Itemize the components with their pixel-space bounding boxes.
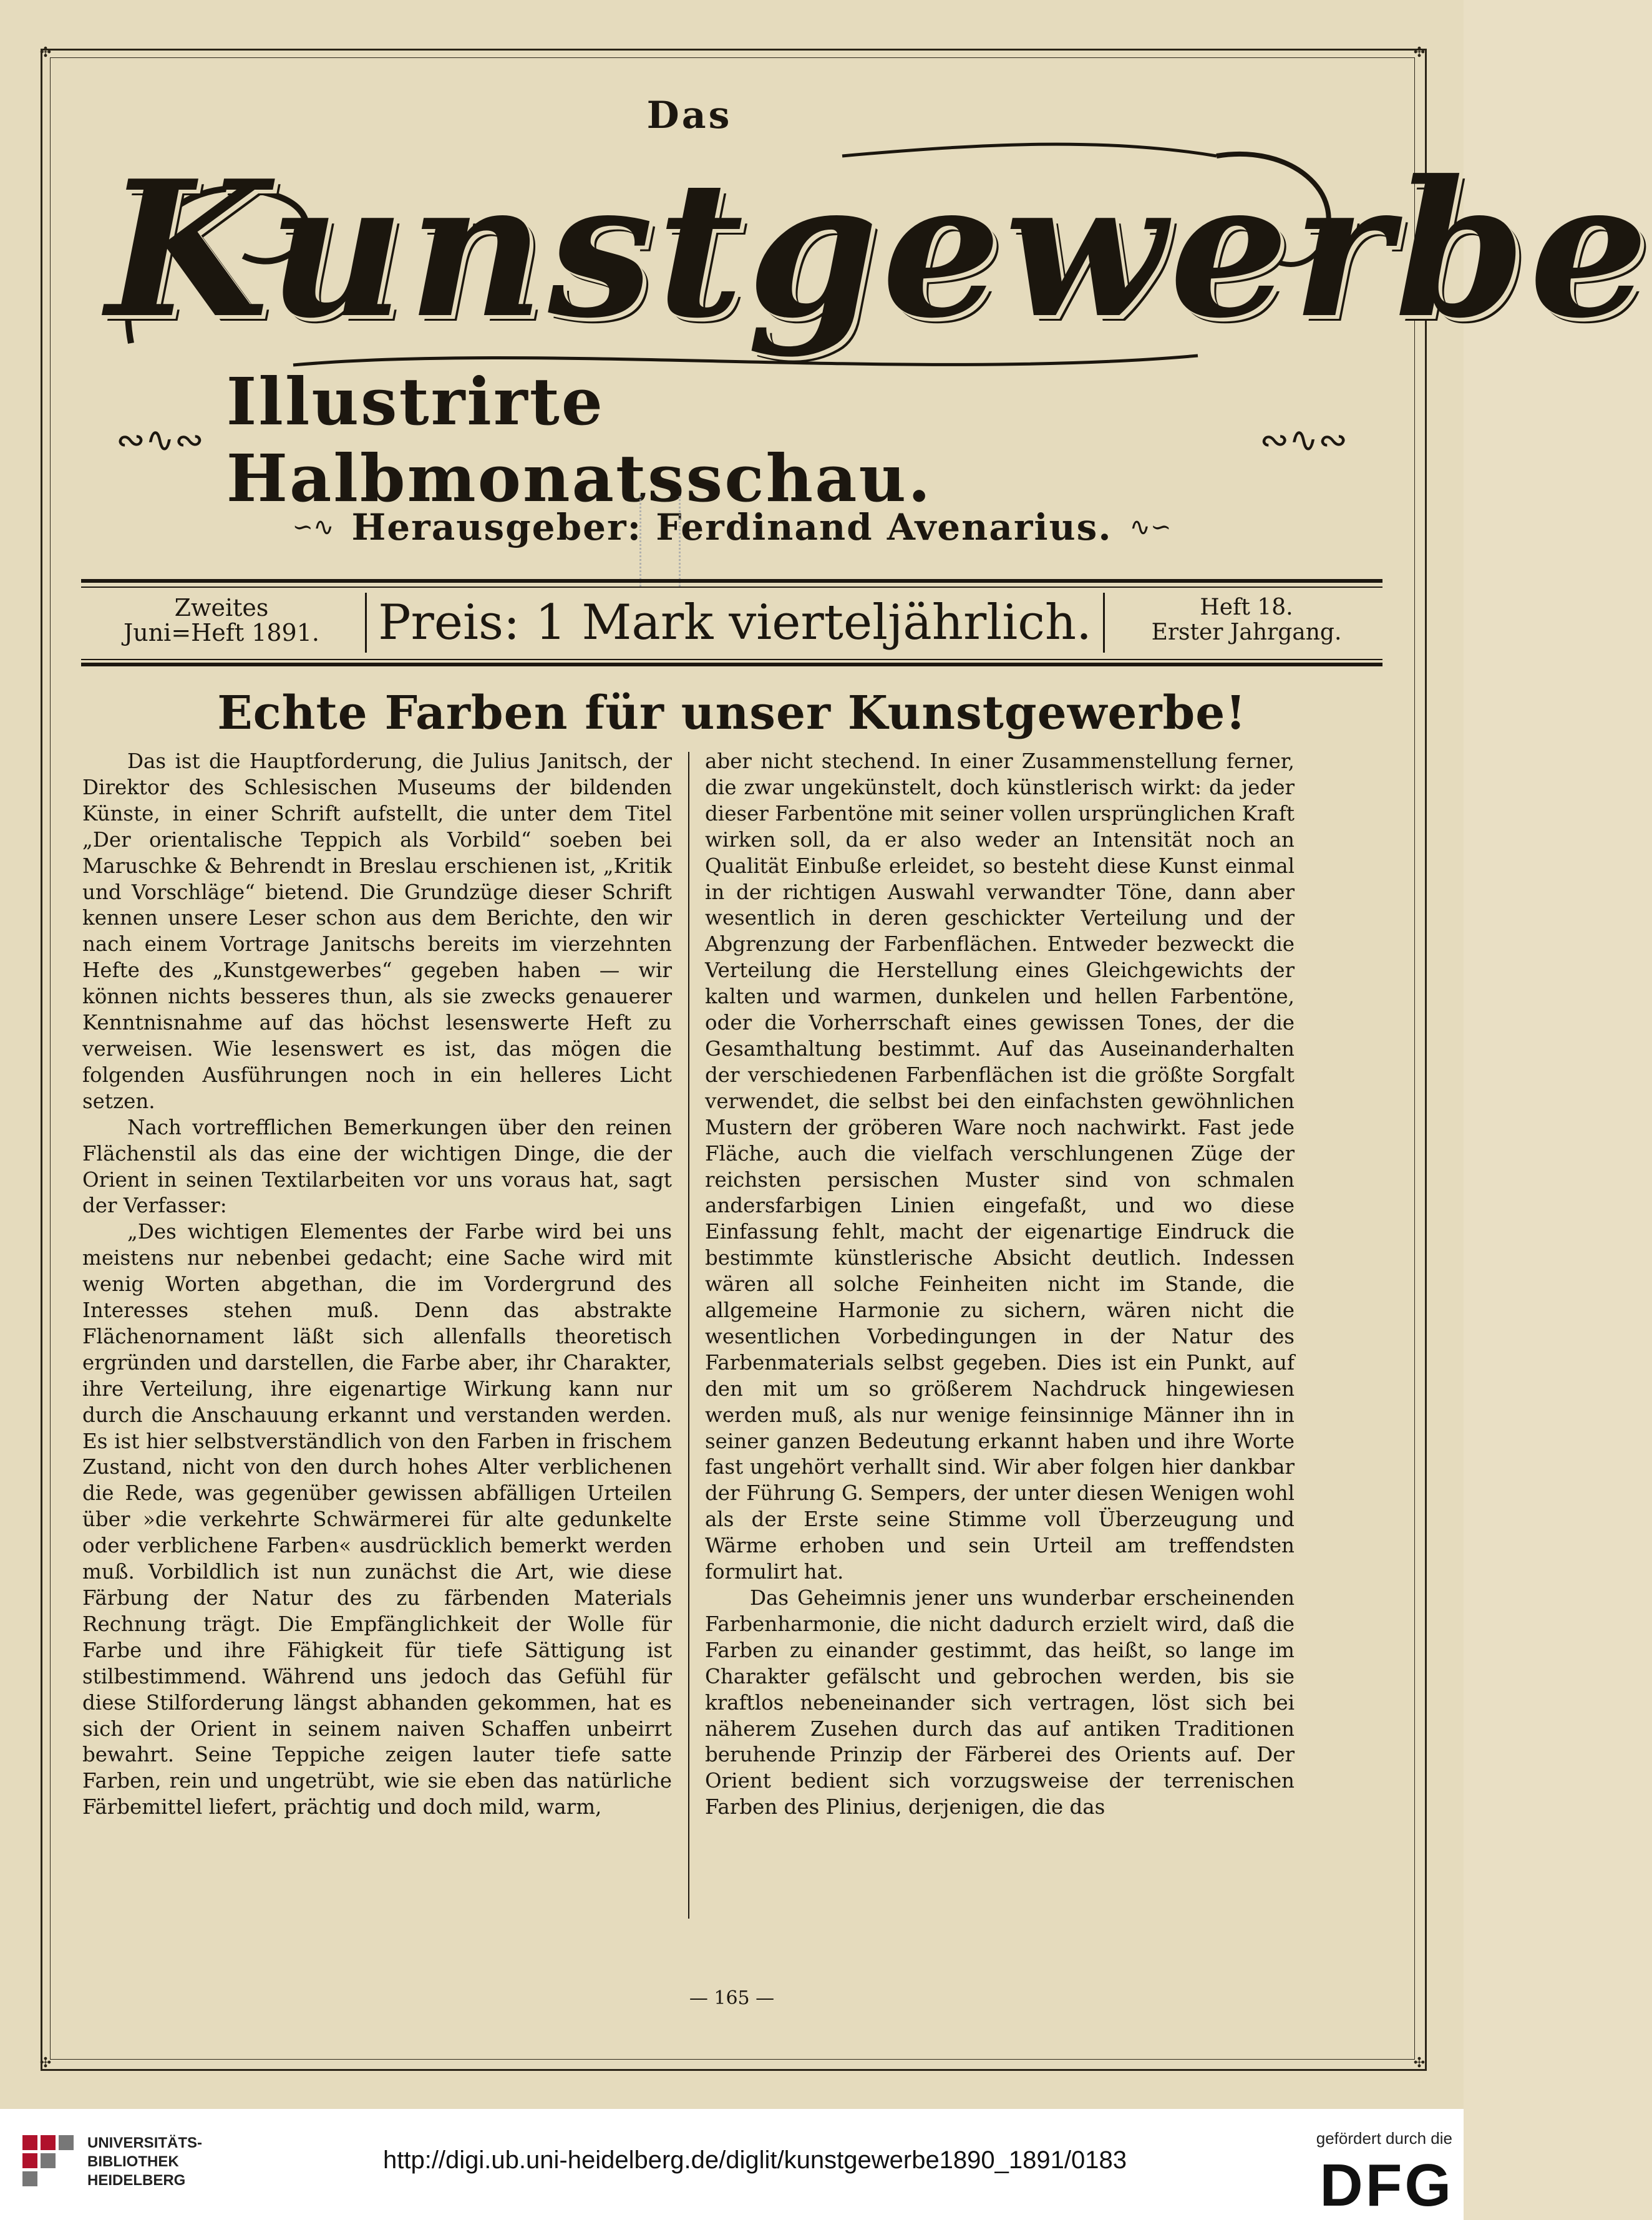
- issue-right-line2: Erster Jahrgang.: [1151, 620, 1342, 645]
- library-name-line3: HEIDELBERG: [87, 2172, 186, 2189]
- flourish-left-icon: ∾∿∾: [116, 419, 204, 460]
- library-stamp-icon: [639, 496, 681, 587]
- corner-ornament-icon: ✣: [1413, 2055, 1426, 2071]
- article-column-right: [705, 749, 1295, 1821]
- paragraph: Das Geheimnis jener uns wunderbar erscheinenden Farbenharmonie, die nicht dadurch erzielt wird, daß die Farben zu einander gestimmt, das heißt, so lange im Charakter gefälscht und gebrochen werden, bis sie kraftlos nebeneinander sich vertragen, löst sich bei näherem Zusehen durch das auf antiken Traditionen beruhende Prinzip der Färberei des Orients auf. Der Orient bedient sich vorzugsweise der terrenischen Farben des Plinius, derjenigen, die das: [705, 1586, 1295, 1819]
- flourish-left-icon: ∽∿: [292, 513, 334, 542]
- paragraph: „Des wichtigen Elementes der Farbe wird bei uns meistens nur nebenbei gedacht; eine Sache wird mit wenig Worten abgethan, die im Vordergrund des Interesses stehen muß. Denn das abstrakte Flächenornament läßt sich allenfalls theoretisch ergründen und darstellen, die Farbe aber, ihr Charakter, ihre Verteilung, ihre eigenartige Wirkung kann nur durch die Anschauung erkannt und verstanden werden. Es ist hier selbstverständlich von den Farben in frischem Zustand, nicht von den durch hohes Alter verblichenen die Rede, was gegenüber gewissen abfälligen Urteilen über »die verkehrte Schwärmerei für alte gedunkelte oder verblichene Farben« ausdrücklich bemerkt werden muß. Vorbildlich ist nun zunächst die Art, wie diese Färbung der Natur des zu färbenden Materials Rechnung trägt. Die Empfänglichkeit der Wolle für Farbe und ihre Fähigkeit für tiefe Sättigung ist stilbestimmend. Während uns jedoch das Gefühl für diese Stilforderung längst abhanden gekommen, hat es sich der Orient in seinem naiven Schaffen unbeirrt bewahrt. Seine Teppiche zeigen lauter tiefe satte Farben, rein und ungetrübt, wie sie eben das natürliche Färbemittel liefert, prächtig und doch mild, warm,: [82, 1220, 672, 1819]
- paragraph: aber nicht stechend. In einer Zusammenstellung ferner, die zwar ungekünstelt, doch künstlerisch wirkt: da jeder dieser Farbentöne mit seiner vollen ursprünglichen Kraft wirken soll, da er also weder an Intensität noch an Qualität Einbuße erleidet, so besteht diese Kunst einmal in der richtigen Auswahl verwandter Töne, dann aber wesentlich in deren geschickter Verteilung und der Abgrenzung der Farbenflächen. Entweder bezweckt die Verteilung die Herstellung eines Gleichgewichts der kalten und warmen, dunkelen und hellen Farbentöne, oder die Vorherrschaft eines gewissen Tones, der die Gesamthaltung bestimmt. Auf das Auseinanderhalten der verschiedenen Farbenflächen ist die größte Sorgfalt verwendet, die selbst bei den einfachsten gewöhnlichen Mustern der gröberen Ware noch nachwirkt. Fast jede Fläche, auch die vielfach verschlungenen Züge der reichsten persischen Muster sind von schmalen andersfarbigen Linien eingefaßt, und wo diese Einfassung fehlt, macht der eigenartige Eindruck die bestimmte künstlerische Absicht deutlich. Indessen wären all solche Feinheiten nicht im Stande, die allgemeine Harmonie zu sichern, wären nicht die wesentlichen Vorbedingungen in der Natur des Farbenmaterials selbst gegeben. Dies ist ein Punkt, auf den mit um so größerem Nachdruck hingewiesen werden muß, als nur wenige feinsinnige Männer ihn in seiner ganzen Bedeutung erkannt haben und ihre Worte fast ungehört verhallt sind. Wir aber folgen hier dankbar der Führung G. Sempers, der unter diesen Wenigen wohl als der Erste seine Stimme voll Überzeugung und Wärme erhoben und sein Urteil am treffendsten formulirt hat.: [705, 749, 1295, 1584]
- flourish-right-icon: ∿∽: [1129, 513, 1172, 542]
- flourish-right-icon: ∾∿∾: [1260, 419, 1348, 460]
- library-name-line2: BIBLIOTHEK: [87, 2153, 179, 2170]
- issue-left-line1: Zweites: [174, 594, 269, 621]
- corner-ornament-icon: ✣: [1413, 45, 1426, 61]
- paragraph: Nach vortrefflichen Bemerkungen über den reinen Flächenstil als das eine der wichtigen Dinge, die der Orient in seinen Textilarbeiten vor uns voraus hat, sagt der Verfasser:: [82, 1115, 672, 1218]
- masthead-subtitle: [94, 363, 1370, 517]
- issue-info-left: [81, 595, 362, 645]
- masthead-title: [106, 119, 1652, 387]
- masthead-title-text: Kunstgewerbe: [106, 139, 1652, 359]
- issue-right-line1: Heft 18.: [1200, 595, 1293, 620]
- digitization-footer: [0, 2109, 1464, 2220]
- university-library-logo-icon: [20, 2133, 76, 2189]
- masthead-subtitle-text: Illustrirte Halbmonatsschau.: [226, 363, 933, 517]
- column-divider: [688, 752, 689, 1919]
- issue-info-right: [1110, 595, 1382, 645]
- issue-info-bar: [81, 593, 1382, 655]
- article-column-left: [82, 749, 672, 1821]
- article-title: Echte Farben für unser Kunstgewerbe!: [217, 686, 1246, 740]
- library-name: [87, 2134, 202, 2190]
- rule-bottom-thin: [81, 659, 1382, 660]
- paragraph: Das ist die Hauptforderung, die Julius Janitsch, der Direktor des Schlesischen Museums der bildenden Künste, in einer Schrift aufstellt, die unter dem Titel „Der orientalische Teppich als Vorbild“ soeben bei Maruschke & Behrendt in Breslau erschienen ist, „Kritik und Vorschläge“ bietend. Die Grundzüge dieser Schrift kennen unsere Leser schon aus dem Berichte, den wir nach einem Vortrage Janitschs bereits im vierzehnten Hefte des „Kunstgewerbes“ gegeben haben — wir können nichts besseres thun, als sie zwecks genauerer Kenntnisnahme auf das höchst lesenswerte Heft zu verweisen. Wie lesenswert es ist, das mögen die folgenden Ausführungen noch in ein helleres Licht setzen.: [82, 749, 672, 1113]
- corner-ornament-icon: ✣: [39, 45, 52, 61]
- rule-top: [81, 579, 1382, 583]
- rule-bottom: [81, 663, 1382, 666]
- corner-ornament-icon: ✣: [39, 2055, 52, 2071]
- funding-caption: gefördert durch die: [1316, 2129, 1452, 2148]
- source-url[interactable]: http://digi.ub.uni-heidelberg.de/diglit/kunstgewerbe1890_1891/0183: [382, 2146, 1127, 2174]
- dfg-logo: DFG: [1319, 2152, 1454, 2219]
- page-number: — 165 —: [689, 1987, 775, 2009]
- rule-top-thin: [81, 587, 1382, 588]
- editor-text: Herausgeber: Ferdinand Avenarius.: [351, 506, 1112, 548]
- library-name-line1: UNIVERSITÄTS-: [87, 2135, 203, 2151]
- masthead-das: Das: [646, 94, 732, 137]
- issue-left-line2: Juni=Heft 1891.: [123, 619, 319, 646]
- masthead-editor: [187, 499, 1276, 555]
- issue-price: Preis: 1 Mark vierteljährlich.: [365, 593, 1105, 653]
